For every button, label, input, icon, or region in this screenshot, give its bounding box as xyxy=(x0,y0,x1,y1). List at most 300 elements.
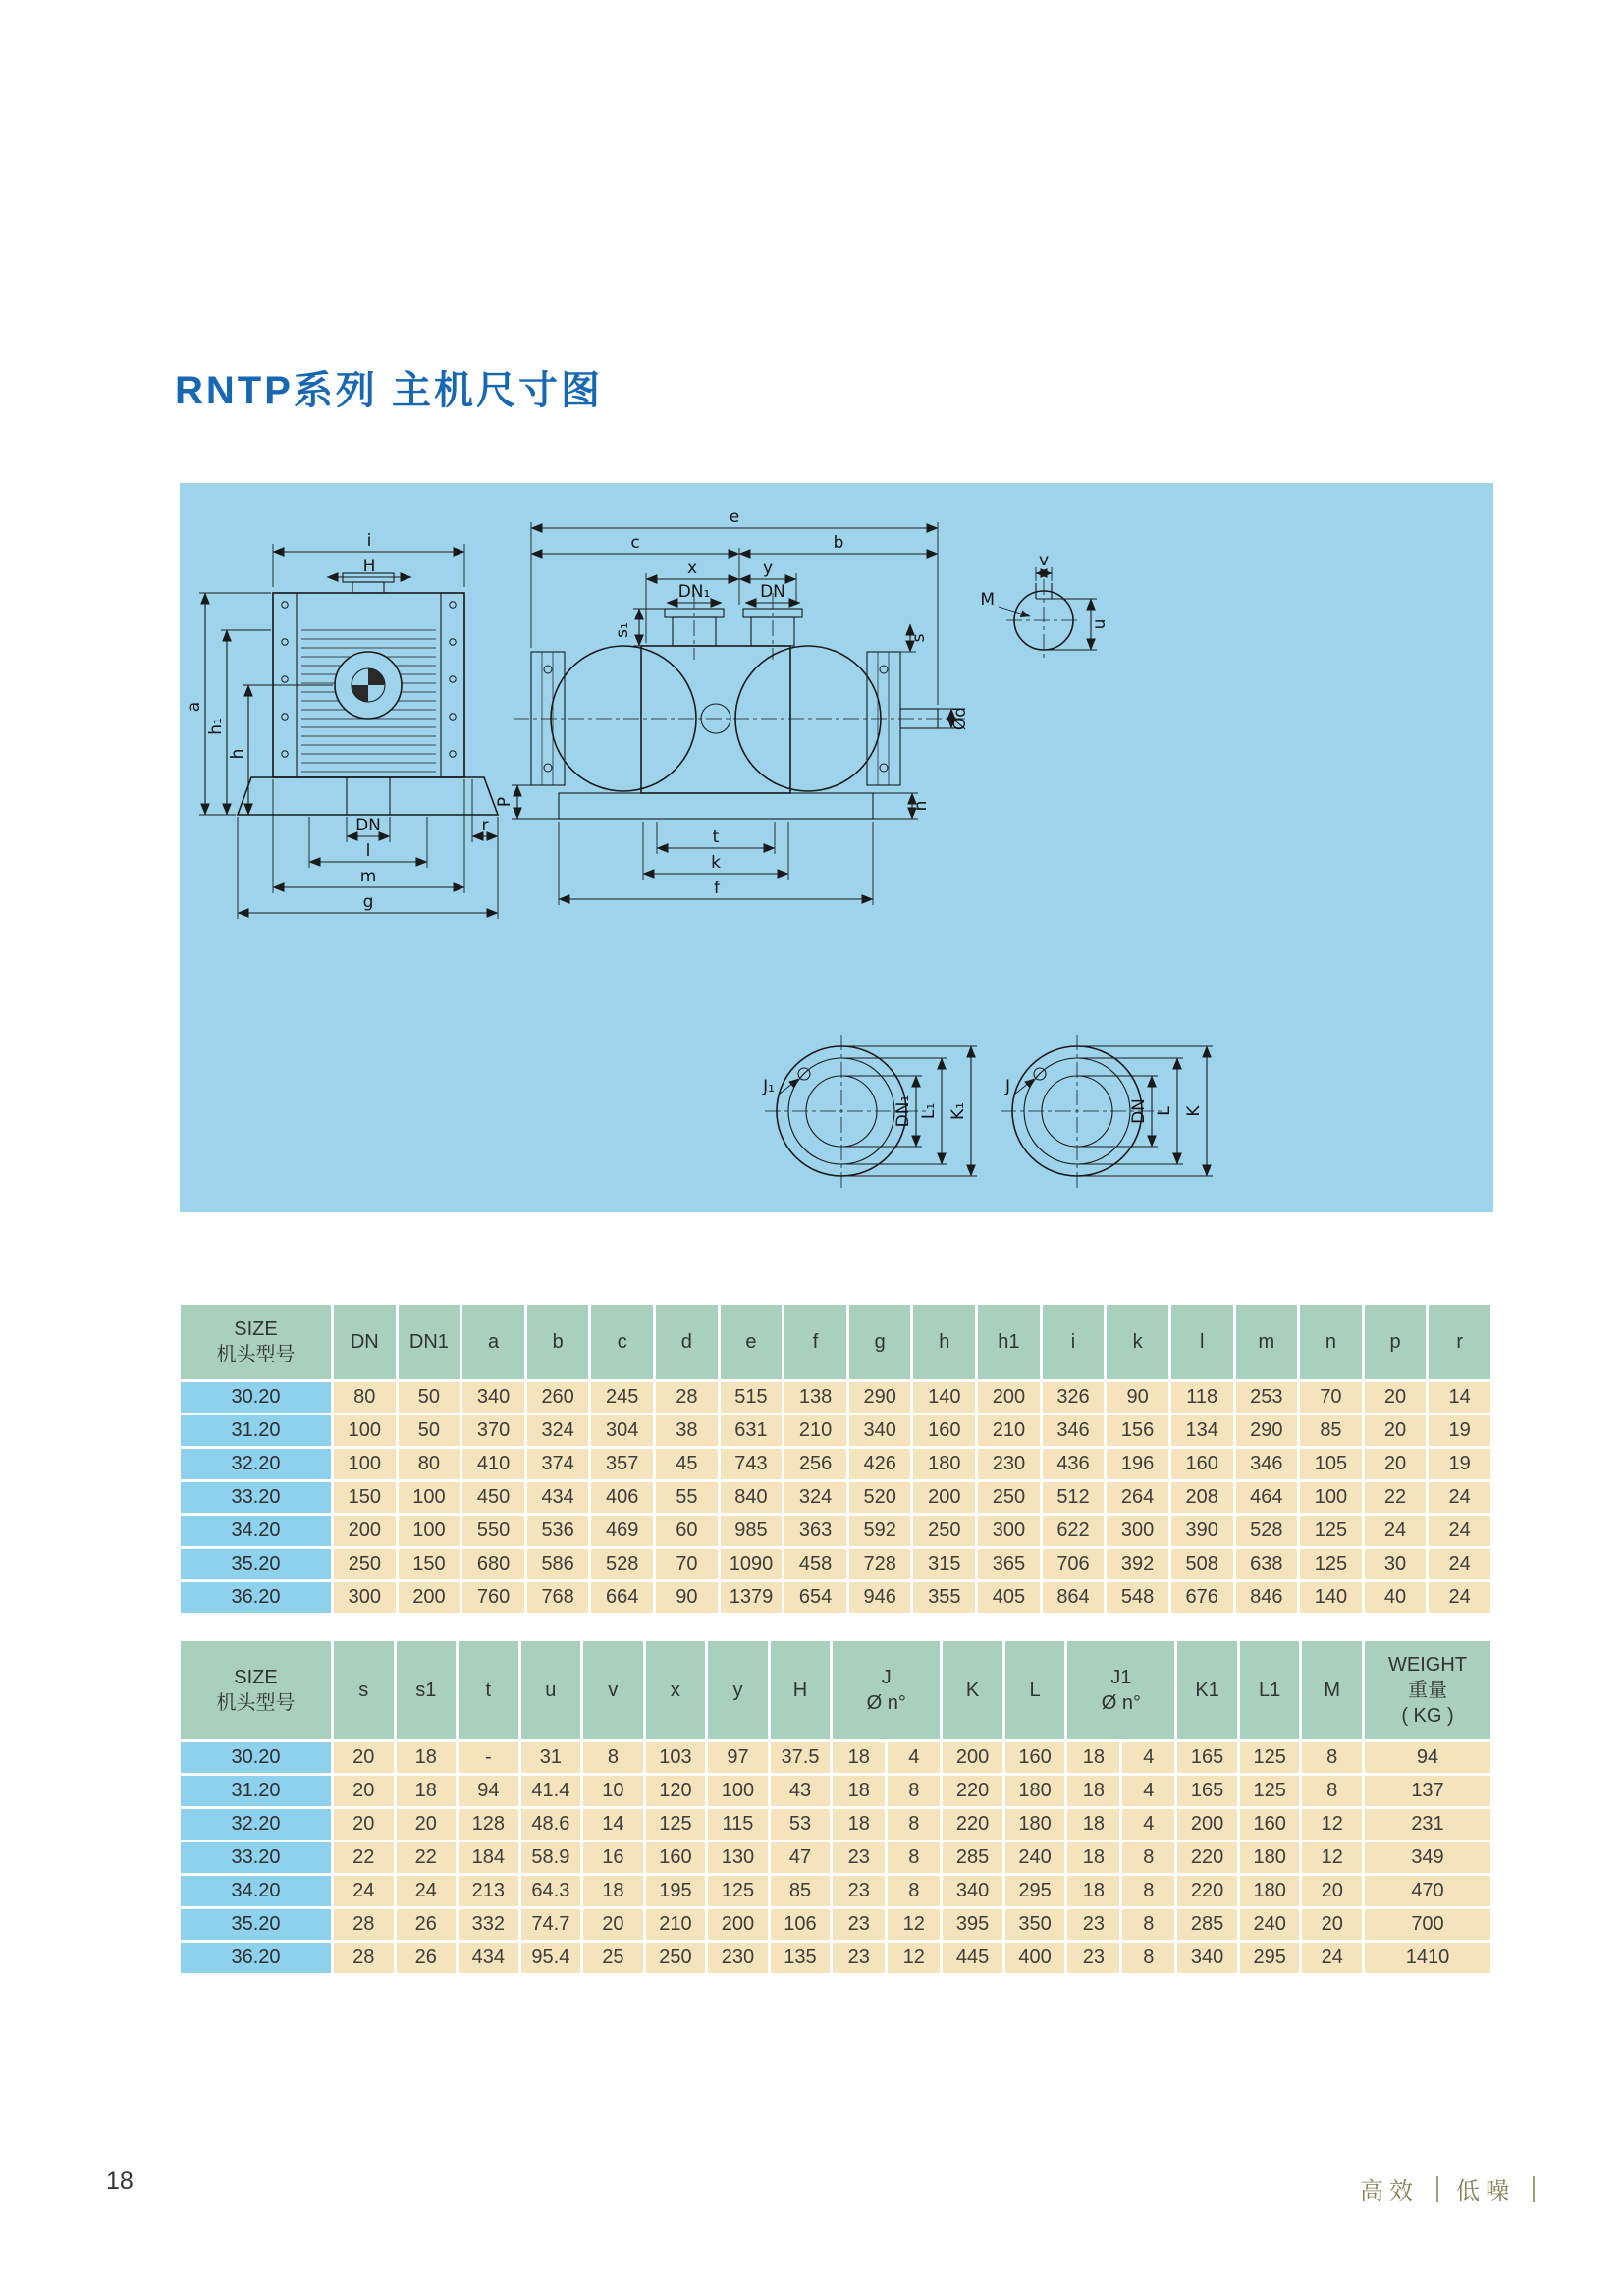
value-cell: 508 xyxy=(1171,1549,1233,1579)
value-cell: 85 xyxy=(1300,1415,1362,1446)
value-cell: 24 xyxy=(1429,1482,1490,1513)
value-cell: 38 xyxy=(656,1415,718,1446)
value-cell: 22 xyxy=(1365,1482,1427,1513)
value-cell: 50 xyxy=(399,1415,460,1446)
value-cell: 125 xyxy=(1300,1549,1362,1579)
value-cell: 250 xyxy=(334,1549,396,1579)
value-cell: 213 xyxy=(459,1876,518,1906)
value-cell: 41.4 xyxy=(521,1776,581,1806)
value-cell: 140 xyxy=(1300,1582,1362,1613)
value-cell: 631 xyxy=(721,1415,783,1446)
value-cell: 436 xyxy=(1043,1449,1105,1479)
value-cell: 94 xyxy=(459,1776,518,1806)
value-cell: 70 xyxy=(656,1549,718,1579)
value-cell: 24 xyxy=(1365,1516,1427,1546)
column-header: l xyxy=(1171,1305,1233,1379)
value-cell: 200 xyxy=(708,1909,768,1940)
value-cell: 231 xyxy=(1365,1809,1490,1840)
value-cell: 24 xyxy=(397,1876,457,1906)
column-header: L xyxy=(1005,1641,1065,1739)
tagline-item: 高效 xyxy=(1360,2178,1419,2205)
value-cell: 125 xyxy=(1240,1742,1300,1773)
dim-label-l1: L₁ xyxy=(919,1102,939,1120)
value-cell: 138 xyxy=(784,1382,846,1413)
value-cell: 156 xyxy=(1107,1415,1168,1446)
dim-label-dn-top: DN xyxy=(760,582,785,602)
side-view xyxy=(495,507,970,905)
column-header: h1 xyxy=(978,1305,1040,1379)
value-cell: 37.5 xyxy=(771,1742,831,1773)
table-row xyxy=(181,1809,1490,1840)
dim-label-t: t xyxy=(712,828,720,847)
value-cell: 638 xyxy=(1236,1549,1298,1579)
header-row xyxy=(181,1641,1490,1739)
value-cell: 8 xyxy=(888,1842,940,1873)
table-row xyxy=(181,1842,1490,1873)
size-cell: 32.20 xyxy=(181,1809,331,1840)
value-cell: 864 xyxy=(1043,1582,1105,1613)
value-cell: 315 xyxy=(913,1549,975,1579)
value-cell: 840 xyxy=(721,1482,783,1513)
value-cell: 4 xyxy=(1122,1742,1174,1773)
value-cell: 4 xyxy=(888,1742,940,1773)
value-cell: 210 xyxy=(784,1415,846,1446)
value-cell: 8 xyxy=(1302,1742,1362,1773)
column-header: L1 xyxy=(1240,1641,1300,1739)
value-cell: 406 xyxy=(591,1482,653,1513)
value-cell: 260 xyxy=(527,1382,589,1413)
value-cell: 365 xyxy=(978,1549,1040,1579)
column-header: c xyxy=(591,1305,653,1379)
value-cell: 18 xyxy=(1067,1809,1119,1840)
dim-label-dn1-top: DN₁ xyxy=(677,582,711,602)
value-cell: 664 xyxy=(591,1582,653,1613)
value-cell: 184 xyxy=(459,1842,518,1873)
value-cell: 180 xyxy=(1240,1842,1300,1873)
value-cell: 19 xyxy=(1429,1449,1490,1479)
value-cell: 18 xyxy=(1067,1842,1119,1873)
size-cell: 34.20 xyxy=(181,1516,331,1546)
table-row xyxy=(181,1516,1490,1546)
value-cell: 24 xyxy=(1302,1943,1362,1973)
front-view xyxy=(185,531,498,919)
table-row xyxy=(181,1742,1490,1773)
value-cell: 20 xyxy=(334,1742,394,1773)
value-cell: 165 xyxy=(1177,1776,1237,1806)
value-cell: 326 xyxy=(1043,1382,1105,1413)
value-cell: 300 xyxy=(334,1582,396,1613)
shaft-key-detail xyxy=(980,551,1109,662)
value-cell: 12 xyxy=(1302,1842,1362,1873)
value-cell: 8 xyxy=(888,1809,940,1840)
value-cell: 245 xyxy=(591,1382,653,1413)
value-cell: 150 xyxy=(334,1482,396,1513)
value-cell: 355 xyxy=(913,1582,975,1613)
size-cell: 35.20 xyxy=(181,1549,331,1579)
value-cell: 846 xyxy=(1236,1582,1298,1613)
dim-label-f: f xyxy=(714,879,720,898)
value-cell: 165 xyxy=(1177,1742,1237,1773)
column-header: DN xyxy=(334,1305,396,1379)
value-cell: 30 xyxy=(1365,1549,1427,1579)
table-row xyxy=(181,1943,1490,1973)
size-cell: 36.20 xyxy=(181,1943,331,1973)
value-cell: 8 xyxy=(888,1876,940,1906)
value-cell: 23 xyxy=(1067,1909,1119,1940)
value-cell: 220 xyxy=(1177,1876,1237,1906)
value-cell: 47 xyxy=(771,1842,831,1873)
value-cell: 18 xyxy=(397,1742,457,1773)
column-header: g xyxy=(849,1305,911,1379)
value-cell: 24 xyxy=(1429,1516,1490,1546)
size-cell: 30.20 xyxy=(181,1382,331,1413)
value-cell: 115 xyxy=(708,1809,768,1840)
value-cell: 100 xyxy=(399,1516,460,1546)
column-header: t xyxy=(459,1641,518,1739)
dim-label-j: J xyxy=(1004,1077,1010,1096)
value-cell: 346 xyxy=(1236,1449,1298,1479)
value-cell: 180 xyxy=(1005,1776,1065,1806)
value-cell: 200 xyxy=(399,1582,460,1613)
value-cell: 654 xyxy=(784,1582,846,1613)
value-cell: 340 xyxy=(849,1415,911,1446)
value-cell: 349 xyxy=(1365,1842,1490,1873)
value-cell: 946 xyxy=(849,1582,911,1613)
value-cell: 520 xyxy=(849,1482,911,1513)
value-cell: 512 xyxy=(1043,1482,1105,1513)
table-row xyxy=(181,1482,1490,1513)
column-header: n xyxy=(1300,1305,1362,1379)
value-cell: 8 xyxy=(1122,1842,1174,1873)
value-cell: 125 xyxy=(646,1809,706,1840)
dim-label-v: v xyxy=(1038,551,1050,570)
size-cell: 33.20 xyxy=(181,1842,331,1873)
dim-label-od: Ød xyxy=(950,706,970,731)
table-row xyxy=(181,1449,1490,1479)
value-cell: 40 xyxy=(1365,1582,1427,1613)
value-cell: 100 xyxy=(1300,1482,1362,1513)
dim-label-c: c xyxy=(630,533,640,553)
value-cell: 26 xyxy=(397,1943,457,1973)
value-cell: 350 xyxy=(1005,1909,1065,1940)
value-cell: 10 xyxy=(583,1776,643,1806)
dim-label-m: m xyxy=(359,867,377,886)
column-header: K xyxy=(943,1641,1002,1739)
value-cell: 50 xyxy=(399,1382,460,1413)
column-header: b xyxy=(527,1305,589,1379)
value-cell: 14 xyxy=(583,1809,643,1840)
value-cell: 140 xyxy=(913,1382,975,1413)
value-cell: 60 xyxy=(656,1516,718,1546)
value-cell: 20 xyxy=(1365,1415,1427,1446)
value-cell: 23 xyxy=(833,1943,885,1973)
dim-label-m-key: M xyxy=(980,590,995,610)
value-cell: 760 xyxy=(462,1582,524,1613)
value-cell: 550 xyxy=(462,1516,524,1546)
value-cell: 160 xyxy=(1171,1449,1233,1479)
value-cell: 105 xyxy=(1300,1449,1362,1479)
value-cell: 25 xyxy=(583,1943,643,1973)
value-cell: 200 xyxy=(943,1742,1002,1773)
value-cell: 4 xyxy=(1122,1809,1174,1840)
size-cell: 32.20 xyxy=(181,1449,331,1479)
column-header: DN1 xyxy=(399,1305,460,1379)
value-cell: 20 xyxy=(397,1809,457,1840)
column-header: d xyxy=(656,1305,718,1379)
value-cell: 19 xyxy=(1429,1415,1490,1446)
value-cell: 180 xyxy=(1005,1809,1065,1840)
value-cell: 405 xyxy=(978,1582,1040,1613)
value-cell: 4 xyxy=(1122,1776,1174,1806)
value-cell: 464 xyxy=(1236,1482,1298,1513)
value-cell: 304 xyxy=(591,1415,653,1446)
value-cell: 137 xyxy=(1365,1776,1490,1806)
column-header: J1 Ø n° xyxy=(1067,1641,1174,1739)
flange-view-dn1 xyxy=(762,1035,977,1188)
value-cell: 290 xyxy=(849,1382,911,1413)
table-row xyxy=(181,1776,1490,1806)
value-cell: 134 xyxy=(1171,1415,1233,1446)
value-cell: 85 xyxy=(771,1876,831,1906)
value-cell: 210 xyxy=(978,1415,1040,1446)
value-cell: 120 xyxy=(646,1776,706,1806)
value-cell: - xyxy=(459,1742,518,1773)
column-header: k xyxy=(1107,1305,1168,1379)
value-cell: 728 xyxy=(849,1549,911,1579)
footer-tagline xyxy=(1360,2171,1535,2206)
value-cell: 8 xyxy=(1302,1776,1362,1806)
value-cell: 14 xyxy=(1429,1382,1490,1413)
value-cell: 400 xyxy=(1005,1943,1065,1973)
value-cell: 12 xyxy=(1302,1809,1362,1840)
column-header: r xyxy=(1429,1305,1490,1379)
value-cell: 160 xyxy=(646,1842,706,1873)
value-cell: 125 xyxy=(1300,1516,1362,1546)
value-cell: 220 xyxy=(1177,1842,1237,1873)
value-cell: 95.4 xyxy=(521,1943,581,1973)
dim-label-H: H xyxy=(362,557,376,576)
value-cell: 28 xyxy=(334,1909,394,1940)
dim-label-b: b xyxy=(833,533,844,553)
table-row xyxy=(181,1876,1490,1906)
column-header: H xyxy=(771,1641,831,1739)
value-cell: 8 xyxy=(1122,1909,1174,1940)
value-cell: 125 xyxy=(708,1876,768,1906)
value-cell: 130 xyxy=(708,1842,768,1873)
value-cell: 200 xyxy=(978,1382,1040,1413)
value-cell: 253 xyxy=(1236,1382,1298,1413)
value-cell: 100 xyxy=(708,1776,768,1806)
dim-label-n: n xyxy=(911,800,931,812)
value-cell: 290 xyxy=(1236,1415,1298,1446)
value-cell: 24 xyxy=(334,1876,394,1906)
value-cell: 23 xyxy=(1067,1943,1119,1973)
value-cell: 332 xyxy=(459,1909,518,1940)
dim-label-e: e xyxy=(729,507,740,527)
value-cell: 8 xyxy=(888,1776,940,1806)
value-cell: 12 xyxy=(888,1943,940,1973)
value-cell: 469 xyxy=(591,1516,653,1546)
header-row xyxy=(181,1305,1490,1379)
value-cell: 200 xyxy=(334,1516,396,1546)
value-cell: 94 xyxy=(1365,1742,1490,1773)
value-cell: 43 xyxy=(771,1776,831,1806)
value-cell: 374 xyxy=(527,1449,589,1479)
column-header: s xyxy=(334,1641,394,1739)
value-cell: 90 xyxy=(656,1582,718,1613)
column-header: e xyxy=(721,1305,783,1379)
value-cell: 8 xyxy=(1122,1876,1174,1906)
value-cell: 528 xyxy=(591,1549,653,1579)
value-cell: 160 xyxy=(1005,1742,1065,1773)
flange-view-dn xyxy=(1001,1035,1213,1188)
dim-label-u: u xyxy=(1090,618,1109,630)
value-cell: 20 xyxy=(334,1809,394,1840)
size-cell: 31.20 xyxy=(181,1415,331,1446)
size-cell: 34.20 xyxy=(181,1876,331,1906)
table-row xyxy=(181,1415,1490,1446)
value-cell: 18 xyxy=(1067,1776,1119,1806)
value-cell: 250 xyxy=(978,1482,1040,1513)
value-cell: 18 xyxy=(833,1776,885,1806)
value-cell: 180 xyxy=(913,1449,975,1479)
value-cell: 74.7 xyxy=(521,1909,581,1940)
value-cell: 324 xyxy=(527,1415,589,1446)
value-cell: 548 xyxy=(1107,1582,1168,1613)
value-cell: 536 xyxy=(527,1516,589,1546)
value-cell: 295 xyxy=(1240,1943,1300,1973)
value-cell: 285 xyxy=(1177,1909,1237,1940)
value-cell: 346 xyxy=(1043,1415,1105,1446)
value-cell: 150 xyxy=(399,1549,460,1579)
value-cell: 80 xyxy=(334,1382,396,1413)
size-cell: 31.20 xyxy=(181,1776,331,1806)
value-cell: 410 xyxy=(462,1449,524,1479)
value-cell: 55 xyxy=(656,1482,718,1513)
value-cell: 426 xyxy=(849,1449,911,1479)
value-cell: 23 xyxy=(833,1876,885,1906)
column-header: K1 xyxy=(1177,1641,1237,1739)
value-cell: 26 xyxy=(397,1909,457,1940)
value-cell: 118 xyxy=(1171,1382,1233,1413)
value-cell: 20 xyxy=(1302,1876,1362,1906)
value-cell: 586 xyxy=(527,1549,589,1579)
column-header: x xyxy=(646,1641,706,1739)
value-cell: 340 xyxy=(1177,1943,1237,1973)
dim-label-s: s xyxy=(909,633,929,643)
value-cell: 100 xyxy=(399,1482,460,1513)
column-header: m xyxy=(1236,1305,1298,1379)
size-cell: 36.20 xyxy=(181,1582,331,1613)
size-cell: 30.20 xyxy=(181,1742,331,1773)
column-header: i xyxy=(1043,1305,1105,1379)
table-row xyxy=(181,1582,1490,1613)
value-cell: 18 xyxy=(1067,1742,1119,1773)
dim-label-a: a xyxy=(185,701,204,713)
dim-label-y: y xyxy=(762,559,774,578)
value-cell: 18 xyxy=(583,1876,643,1906)
value-cell: 250 xyxy=(913,1516,975,1546)
dim-label-x: x xyxy=(686,559,698,578)
dimensions-table-1 xyxy=(178,1302,1493,1616)
value-cell: 24 xyxy=(1429,1549,1490,1579)
value-cell: 24 xyxy=(1429,1582,1490,1613)
value-cell: 53 xyxy=(771,1809,831,1840)
column-header: u xyxy=(521,1641,581,1739)
value-cell: 180 xyxy=(1240,1876,1300,1906)
value-cell: 22 xyxy=(397,1842,457,1873)
dim-label-i: i xyxy=(366,531,372,551)
value-cell: 210 xyxy=(646,1909,706,1940)
column-header: WEIGHT 重量 ( KG ) xyxy=(1365,1641,1490,1739)
value-cell: 515 xyxy=(721,1382,783,1413)
value-cell: 434 xyxy=(527,1482,589,1513)
value-cell: 528 xyxy=(1236,1516,1298,1546)
value-cell: 8 xyxy=(583,1742,643,1773)
dim-label-r: r xyxy=(481,816,489,835)
page-title: RNTP系列 主机尺寸图 xyxy=(175,369,603,412)
value-cell: 700 xyxy=(1365,1909,1490,1940)
value-cell: 622 xyxy=(1043,1516,1105,1546)
value-cell: 285 xyxy=(943,1842,1002,1873)
column-header: s1 xyxy=(397,1641,457,1739)
column-header: h xyxy=(913,1305,975,1379)
value-cell: 680 xyxy=(462,1549,524,1579)
value-cell: 240 xyxy=(1240,1909,1300,1940)
value-cell: 324 xyxy=(784,1482,846,1513)
value-cell: 103 xyxy=(646,1742,706,1773)
value-cell: 64.3 xyxy=(521,1876,581,1906)
value-cell: 450 xyxy=(462,1482,524,1513)
table-row xyxy=(181,1382,1490,1413)
table-row xyxy=(181,1549,1490,1579)
dim-label-h: h xyxy=(228,748,247,760)
dim-label-k1: K₁ xyxy=(948,1102,968,1120)
dimensions-table-2 xyxy=(178,1638,1493,1976)
value-cell: 12 xyxy=(888,1909,940,1940)
value-cell: 445 xyxy=(943,1943,1002,1973)
value-cell: 135 xyxy=(771,1943,831,1973)
value-cell: 220 xyxy=(943,1809,1002,1840)
dim-label-dn-flange: DN xyxy=(1129,1098,1149,1124)
value-cell: 743 xyxy=(721,1449,783,1479)
value-cell: 45 xyxy=(656,1449,718,1479)
dim-label-g: g xyxy=(362,892,374,912)
value-cell: 768 xyxy=(527,1582,589,1613)
dim-label-p: P xyxy=(495,796,514,808)
column-header: v xyxy=(583,1641,643,1739)
value-cell: 100 xyxy=(334,1449,396,1479)
page-number: 18 xyxy=(106,2167,134,2195)
value-cell: 357 xyxy=(591,1449,653,1479)
value-cell: 195 xyxy=(646,1876,706,1906)
column-header: a xyxy=(462,1305,524,1379)
dim-label-l: l xyxy=(365,841,371,861)
dim-label-k: k xyxy=(711,853,721,873)
value-cell: 22 xyxy=(334,1842,394,1873)
value-cell: 250 xyxy=(646,1943,706,1973)
value-cell: 31 xyxy=(521,1742,581,1773)
dim-label-h1: h₁ xyxy=(206,718,226,735)
value-cell: 295 xyxy=(1005,1876,1065,1906)
value-cell: 240 xyxy=(1005,1842,1065,1873)
value-cell: 160 xyxy=(913,1415,975,1446)
size-cell: 33.20 xyxy=(181,1482,331,1513)
drawing-panel xyxy=(180,483,1493,1212)
value-cell: 220 xyxy=(943,1776,1002,1806)
value-cell: 363 xyxy=(784,1516,846,1546)
value-cell: 706 xyxy=(1043,1549,1105,1579)
